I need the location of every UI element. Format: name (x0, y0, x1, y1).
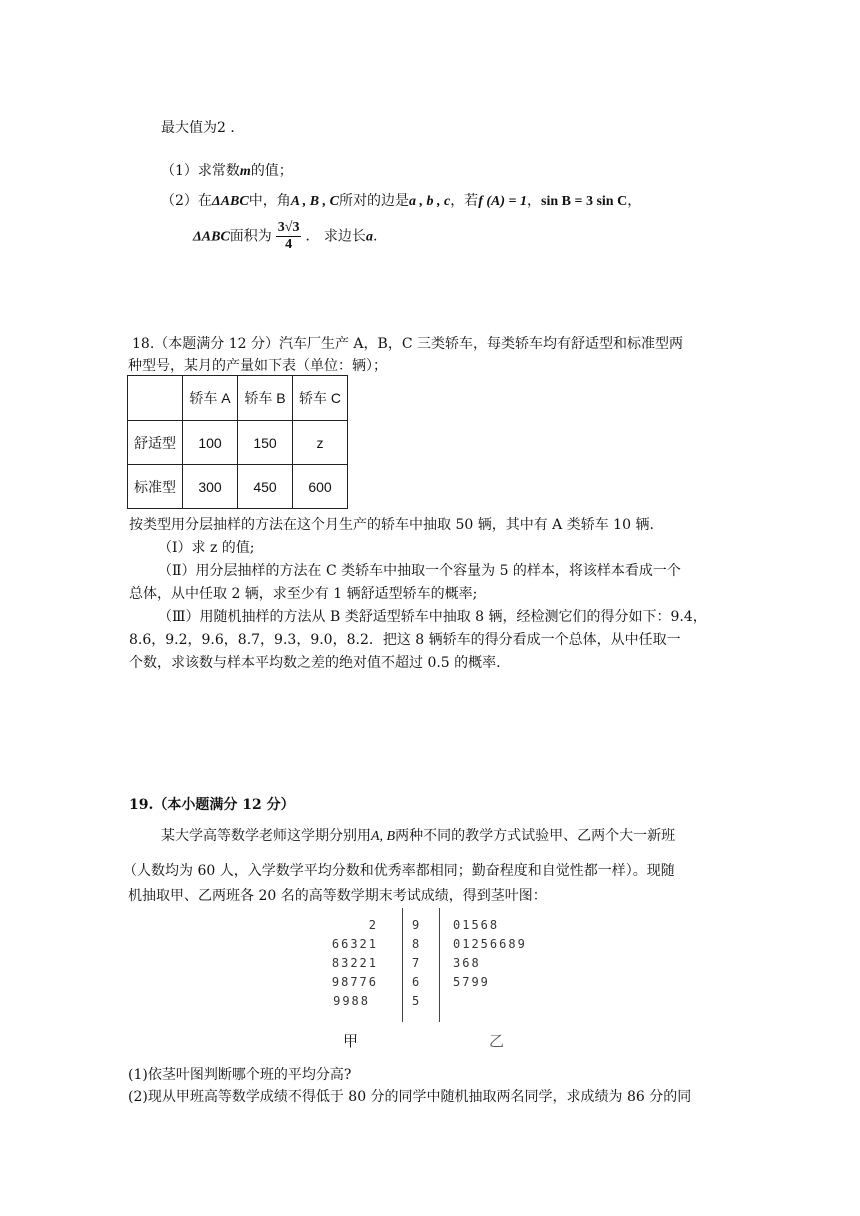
q17-sides: a , b , c (408, 194, 451, 209)
q17-part2-text-e: ， (527, 193, 541, 209)
q17-area-fraction (276, 220, 302, 253)
table-cell: z (293, 421, 348, 465)
q17-angles: A , B , C (290, 194, 339, 209)
table-header-empty (128, 376, 183, 421)
stem-value: 5 (412, 994, 422, 1008)
stem-value: 6 (412, 975, 422, 989)
stem-value: 8 (412, 937, 422, 951)
q17-part2 (161, 190, 641, 210)
q17-part2-text-c: 所对的边是 (338, 193, 409, 209)
right-leaves: 01568 (453, 918, 500, 932)
q19-sub1: (1)依茎叶图判断哪个班的平均分高? (128, 1067, 352, 1083)
q18-part2-line1: （Ⅱ）用分层抽样的方法在 C 类轿车中抽取一个容量为 5 的样本，将该样本看成一个 (158, 563, 681, 579)
left-leaves: 98776 (331, 975, 378, 989)
table-header-b: 轿车 B (238, 376, 293, 421)
q17-part1-text-a: （1）求常数 (161, 163, 240, 179)
table-cell: 150 (238, 421, 293, 465)
q18-line1: 18.（本题满分 12 分）汽车厂生产 A，B，C 三类轿车，每类轿车均有舒适型和标准型两 (132, 336, 683, 352)
right-leaves: 01256689 (453, 937, 527, 951)
table-row-label-standard: 标准型 (128, 465, 183, 509)
q18-part1: （Ⅰ）求 z 的值; (158, 540, 255, 556)
production-table (127, 375, 348, 509)
q18-part2-line2: 总体，从中任取 2 辆，求至少有 1 辆舒适型轿车的概率; (129, 586, 478, 602)
table-cell: 450 (238, 465, 293, 509)
table-header-a: 轿车 A (183, 376, 238, 421)
q18-part3-line1: （Ⅲ）用随机抽样的方法从 B 类舒适型轿车中抽取 8 辆，经检测它们的得分如下：9.4， (158, 609, 707, 625)
right-leaves: 5799 (453, 975, 490, 989)
stem-divider-left (402, 908, 403, 1022)
q17-part1-text-b: 的值； (250, 163, 293, 179)
q17-part2-text-d: ，若 (450, 193, 479, 209)
label-class-jia: 甲 (343, 1032, 359, 1050)
q17-area-denominator: 4 (285, 237, 293, 252)
q19-methods: A, B (371, 829, 396, 844)
q17-part2-text-f: ， (627, 193, 642, 209)
stem-divider-right (439, 908, 440, 1022)
q17-area-text-b: ． 求边长 (305, 228, 366, 245)
q18-part3-line3: 个数，求该数与样本平均数之差的绝对值不超过 0.5 的概率. (129, 655, 501, 671)
right-leaves: 368 (453, 956, 481, 970)
q17-var-m: m (239, 164, 251, 179)
q19-line2: （人数均为 60 人，入学数学平均分数和优秀率都相同；勤奋程度和自觉性都一样）。现随 (123, 863, 675, 879)
q17-part2-text-b: 中，角 (248, 193, 291, 209)
q17-triangle: ΔABC (211, 194, 249, 209)
label-class-yi: 乙 (489, 1032, 505, 1050)
q17-part1 (161, 160, 293, 180)
left-leaves: 83221 (331, 956, 378, 970)
q17-max-line: 最大值为2 ． (161, 120, 245, 136)
stem-value: 7 (412, 956, 422, 970)
table-cell: 300 (183, 465, 238, 509)
q17-area-line (193, 220, 377, 253)
left-leaves: 2 (368, 918, 378, 932)
q19-line3: 机抽取甲、乙两班各 20 名的高等数学期末考试成绩，得到茎叶图： (128, 888, 547, 904)
q19-title: 19.（本小题满分 12 分） (129, 797, 295, 813)
q17-area-triangle: ΔABC (193, 229, 230, 245)
q18-part3-line2: 8.6，9.2，9.6，8.7，9.3，9.0，8.2．把这 8 辆轿车的得分看成一个总体，从中任取一 (129, 632, 681, 648)
q17-fa: f (A) = 1 (478, 194, 527, 209)
table-row-label-comfort: 舒适型 (128, 421, 183, 465)
q19-line1-text-a: 某大学高等数学老师这学期分别用 (161, 828, 371, 844)
table-header-c: 轿车 C (293, 376, 348, 421)
q17-area-text-a: 面积为 (229, 228, 272, 245)
q17-area-text-c: . (372, 228, 378, 245)
q18-line2: 种型号，某月的产量如下表（单位：辆）； (128, 358, 387, 374)
table-cell: 600 (293, 465, 348, 509)
q17-area-numerator: 3√3 (277, 220, 300, 235)
q19-line1 (161, 825, 675, 845)
left-leaves: 9988 (333, 994, 370, 1008)
q17-sin-relation: sin B = 3 sin C (541, 194, 628, 209)
q17-var-a: a (365, 229, 373, 245)
left-leaves: 66321 (331, 937, 378, 951)
q18-after-table: 按类型用分层抽样的方法在这个月生产的轿车中抽取 50 辆，其中有 A 类轿车 10 辆. (129, 517, 654, 533)
stem-value: 9 (412, 918, 422, 932)
table-cell: 100 (183, 421, 238, 465)
q19-sub2: (2)现从甲班高等数学成绩不得低于 80 分的同学中随机抽取两名同学，求成绩为 86 分的同 (128, 1089, 692, 1105)
q19-line1-text-b: 两种不同的教学方式试验甲、乙两个大一新班 (395, 828, 676, 844)
q17-part2-text-a: （2）在 (161, 193, 212, 209)
